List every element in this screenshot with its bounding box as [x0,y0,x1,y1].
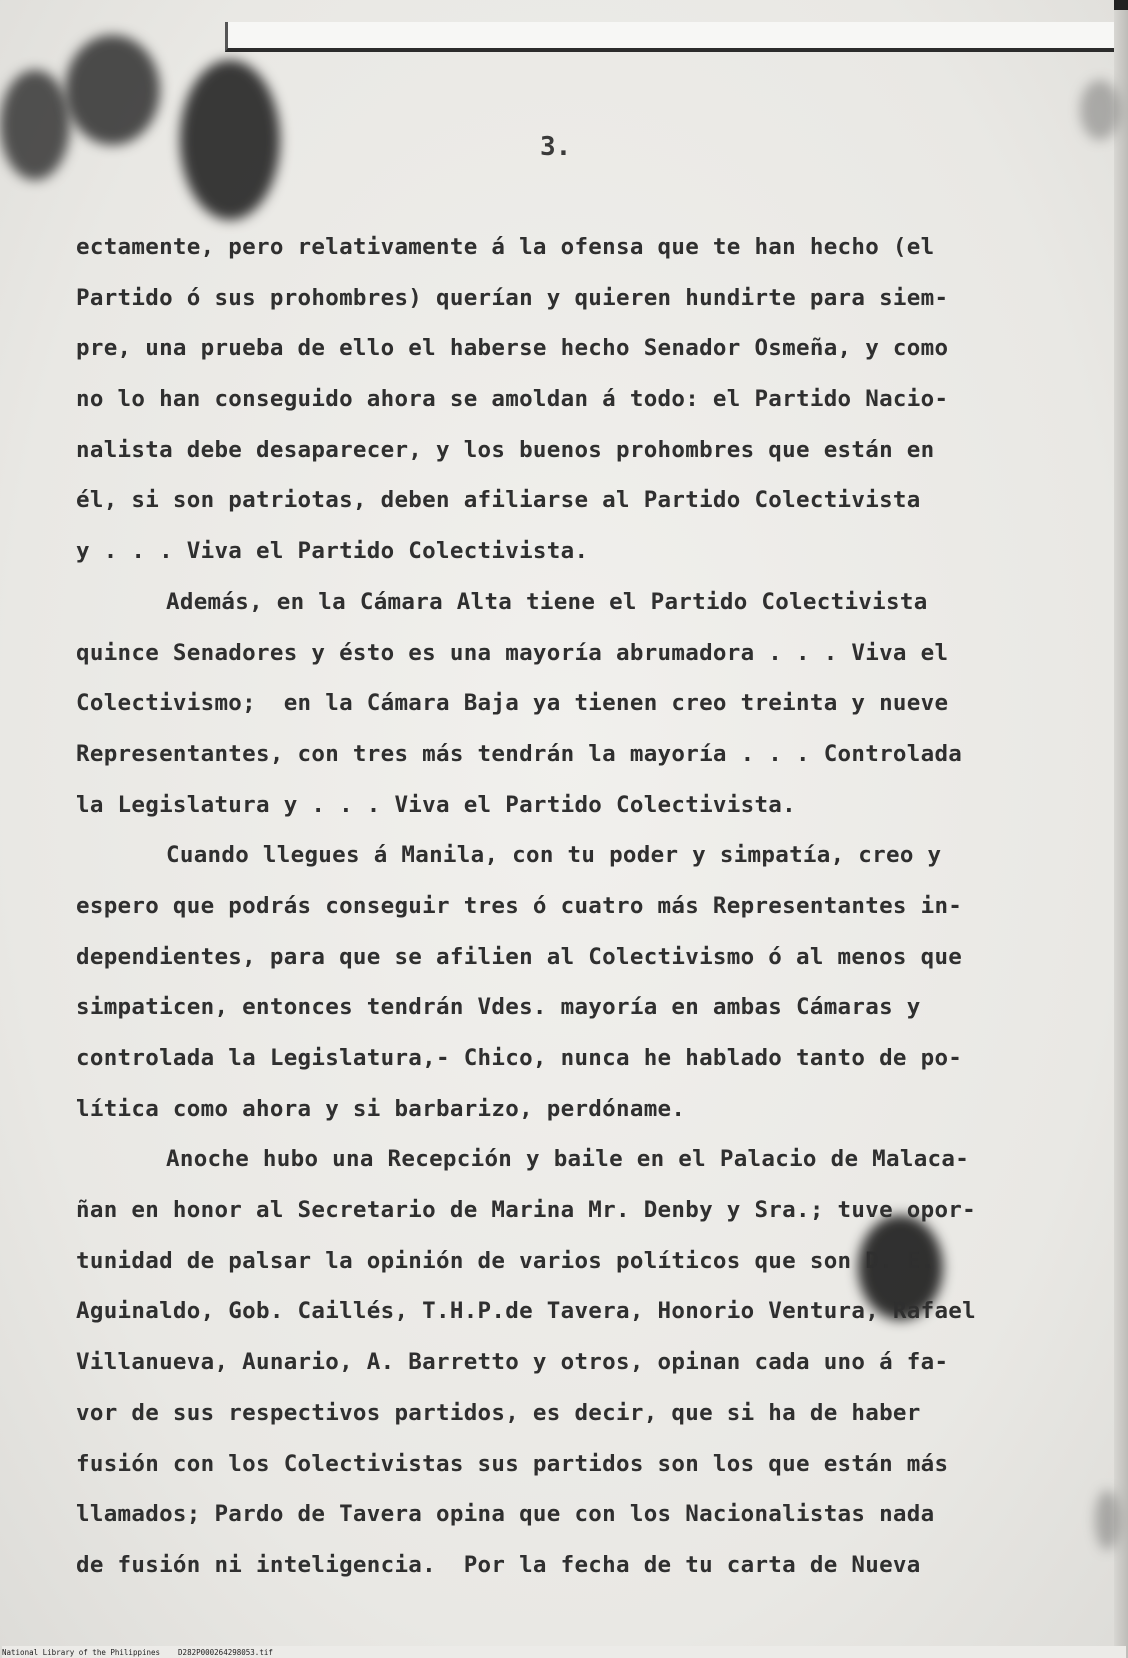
ink-stain [180,60,280,220]
text-line: y . . . Viva el Partido Colectivista. [76,538,589,565]
text-line: Además, en la Cámara Alta tiene el Partido Colectivista [166,588,928,615]
ink-stain [65,35,160,145]
text-line: de fusión ni inteligencia. Por la fecha de tu carta de Nueva [76,1551,921,1578]
text-line: dependientes, para que se afilien al Colectivismo ó al menos que [76,943,963,970]
text-line: tunidad de palsar la opinión de varios políticos que son D. E. [76,1247,935,1274]
text-line: Colectivismo; en la Cámara Baja ya tienen creo treinta y nueve [76,690,949,717]
text-line: espero que podrás conseguir tres ó cuatro más Representantes in- [76,892,963,919]
text-line: llamados; Pardo de Tavera opina que con los Nacionalistas nada [76,1501,935,1528]
text-line: pre, una prueba de ello el haberse hecho Senador Osmeña, y como [76,335,949,362]
text-line: simpaticen, entonces tendrán Vdes. mayoría en ambas Cámaras y [76,994,921,1021]
text-line: fusión con los Colectivistas sus partidos son los que están más [76,1450,949,1477]
text-line: él, si son patriotas, deben afiliarse al Partido Colectivista [76,487,921,514]
text-line: controlada la Legislatura,- Chico, nunca he hablado tanto de po- [76,1045,963,1071]
corner-mark [1114,0,1128,10]
text-line: lítica como ahora y si barbarizo, perdóname. [76,1095,686,1122]
paper-shadow [1095,1490,1120,1550]
text-line: quince Senadores y ésto es una mayoría abrumadora . . . Viva el [76,639,949,666]
text-line: nalista debe desaparecer, y los buenos prohombres que están en [76,436,935,463]
text-line: ñan en honor al Secretario de Marina Mr. Denby y Sra.; tuve opor- [76,1197,976,1224]
ink-stain [0,70,70,180]
text-line: Representantes, con tres más tendrán la mayoría . . . Controlada [76,740,963,767]
text-line: Villanueva, Aunario, A. Barretto y otros, opinan cada uno á fa- [76,1349,949,1376]
text-line: Partido ó sus prohombres) querían y quieren hundirte para siem- [76,284,949,311]
page-number: 3. [540,132,572,162]
text-line: no lo han conseguido ahora se amoldan á todo: el Partido Nacio- [76,386,949,413]
text-line: Cuando llegues á Manila, con tu poder y simpatía, creo y [166,842,942,869]
text-line: Aguinaldo, Gob. Caillés, T.H.P.de Tavera, Honorio Ventura, Rafael [76,1298,976,1325]
paper-shadow [1080,80,1120,140]
text-line: Anoche hubo una Recepción y baile en el Palacio de Malaca- [166,1146,970,1173]
text-line: ectamente, pero relativamente á la ofensa que te han hecho (el [76,234,935,260]
top-paper-strip [225,22,1128,52]
footer-source: National Library of the Philippines [2,1647,161,1657]
text-line: vor de sus respectivos partidos, es decir, que si ha de haber [76,1399,921,1426]
text-line: la Legislatura y . . . Viva el Partido Colectivista. [76,791,796,818]
letter-body [76,232,1076,1601]
footer-filename: D282P000264298053.tif [178,1647,273,1657]
right-page-edge [1114,0,1128,1658]
scan-footer [2,1646,1126,1658]
